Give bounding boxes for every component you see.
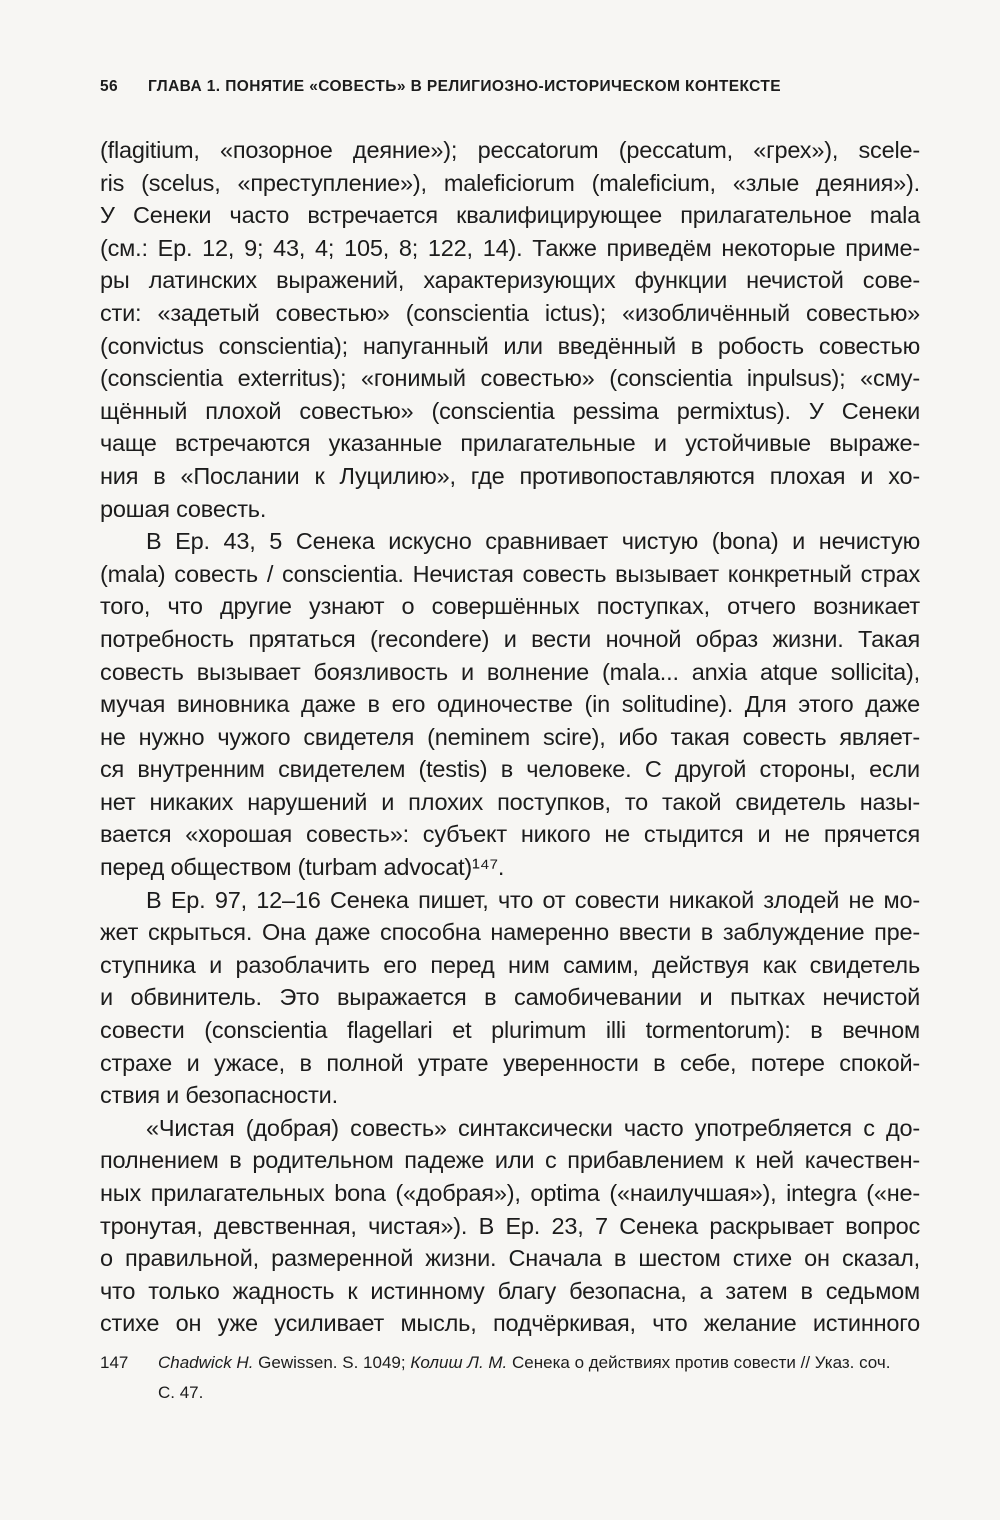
text-line: мучая виновника даже в его одиночестве (in solitudine). Для этого даже: [100, 691, 920, 718]
text-line: (см.: Ер. 12, 9; 43, 4; 105, 8; 122, 14). Также приведём некоторые приме-: [100, 234, 920, 261]
text-line: о правильной, размеренной жизни. Сначала в шестом стихе он сказал,: [100, 1245, 920, 1272]
text-line: тронутая, девственная, чистая»). В Ер. 23, 7 Сенека раскрывает вопрос: [100, 1212, 920, 1239]
text-line: страхе и ужасе, в полной утрате уверенности в себе, потере спокой-: [100, 1049, 920, 1076]
text-line: (convictus conscientia); напуганный или введённый в робость совестью: [100, 332, 920, 359]
footnote-source: Gewissen. S. 1049;: [258, 1353, 406, 1372]
text-line: нет никаких нарушений и плохих поступков, то такой свидетель назы-: [100, 788, 920, 815]
footnote-author: Chadwick H.: [158, 1353, 254, 1372]
text-line: ных прилагательных bona («добрая»), optima («наилучшая»), integra («не-: [100, 1180, 920, 1206]
footnote-author: Колиш Л. М.: [410, 1353, 508, 1372]
text-line: (flagitium, «позорное деяние»); peccatorum (peccatum, «грех»), scele-: [100, 137, 920, 163]
text-line: В Ер. 43, 5 Сенека искусно сравнивает чистую (bona) и нечистую: [146, 528, 920, 555]
running-title: ГЛАВА 1. ПОНЯТИЕ «СОВЕСТЬ» В РЕЛИГИОЗНО-ИСТОРИЧЕСКОМ КОНТЕКСТЕ: [148, 78, 781, 95]
footnote-source: Сенека о действиях против совести // Указ. соч.: [512, 1353, 891, 1372]
text-line: ния в «Послании к Луцилию», где противопоставляются плохая и хо-: [100, 462, 920, 489]
text-line: стихе он уже усиливает мысль, подчёркивая, что желание истинного: [100, 1310, 920, 1337]
text-line: вается «хорошая совесть»: субъект никого не стыдится и не прячется: [100, 821, 920, 848]
text-line: щённый плохой совестью» (conscientia pessima permixtus). У Сенеки: [100, 397, 920, 424]
text-line: сти: «задетый совестью» (conscientia ictus); «изобличённый совестью»: [100, 299, 920, 326]
page-number: 56: [100, 78, 119, 95]
text-line: ris (scelus, «преступление»), maleficiorum (maleficium, «злые деяния»).: [100, 169, 920, 196]
text-line: У Сенеки часто встречается квалифицирующее прилагательное mala: [100, 202, 920, 229]
text-line: ся внутренним свидетелем (testis) в человеке. С другой стороны, если: [100, 756, 920, 783]
text-line: чаще встречаются указанные прилагательные и устойчивые выраже-: [100, 430, 920, 457]
text-line: ствия и безопасности.: [100, 1082, 338, 1109]
text-line: (conscientia exterritus); «гонимый совестью» (conscientia inpulsus); «сму-: [100, 365, 920, 392]
text-line: совести (conscientia flagellari et plurimum illi tormentorum): в вечном: [100, 1017, 920, 1044]
footnote-continuation: С. 47.: [158, 1383, 204, 1402]
text-line: ры латинских выражений, характеризующих функции нечистой сове-: [100, 267, 920, 294]
text-line: не нужно чужого свидетеля (neminem scire), ибо такая совесть являет-: [100, 723, 920, 750]
text-line: полнением в родительном падеже или с прибавлением к ней качествен-: [100, 1147, 920, 1174]
text-line: и обвинитель. Это выражается в самобичевании и пытках нечистой: [100, 984, 920, 1011]
text-line: В Ер. 97, 12–16 Сенека пишет, что от совести никакой злодей не мо-: [146, 886, 920, 913]
text-line: жет скрыться. Она даже способна намеренно ввести в заблуждение пре-: [100, 919, 920, 946]
text-line: потребность прятаться (recondere) и вести ночной образ жизни. Такая: [100, 625, 920, 652]
running-header: [100, 78, 920, 96]
text-line: «Чистая (добрая) совесть» синтаксически часто употребляется с до-: [146, 1114, 920, 1141]
text-line: (mala) совесть / conscientia. Нечистая совесть вызывает конкретный страх: [100, 560, 920, 587]
footnote: [100, 1348, 920, 1408]
body-text: [100, 134, 920, 1340]
text-line: рошая совесть.: [100, 495, 267, 522]
text-line: ступника и разоблачить его перед ним самим, действуя как свидетель: [100, 951, 920, 978]
footnote-line: [100, 1348, 920, 1378]
text-line: перед обществом (turbam advocat)¹⁴⁷.: [100, 854, 505, 881]
footnote-number: 147: [100, 1353, 129, 1372]
text-line: что только жадность к истинному благу безопасна, а затем в седьмом: [100, 1277, 920, 1304]
text-line: совесть вызывает боязливость и волнение (mala... anxia atque sollicita),: [100, 658, 920, 685]
text-line: того, что другие узнают о совершённых поступках, отчего возникает: [100, 593, 920, 620]
